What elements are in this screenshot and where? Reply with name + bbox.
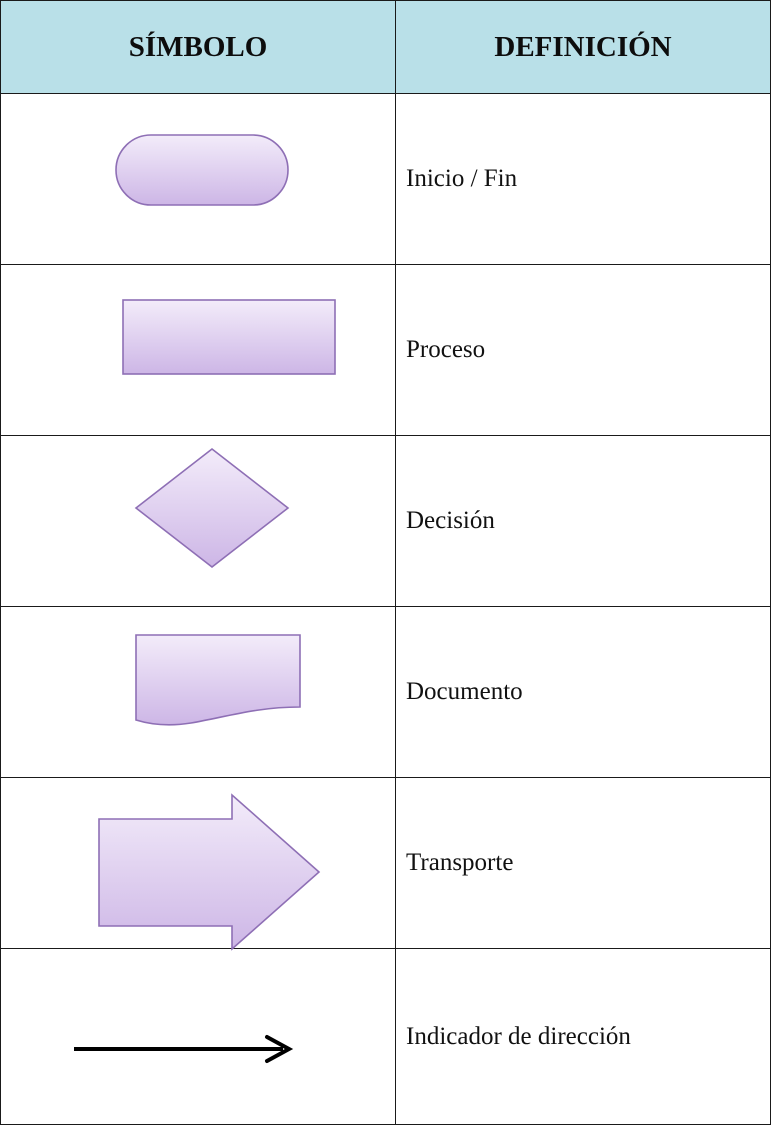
symbol-cell (1, 265, 396, 436)
table-row (1, 265, 771, 436)
process-rectangle-icon (1, 265, 396, 435)
definition-text: Documento (396, 607, 771, 778)
definition-text: Transporte (396, 778, 771, 949)
block-arrow-icon (1, 778, 396, 948)
header-symbol: SÍMBOLO (1, 1, 396, 94)
definition-text: Indicador de dirección (396, 949, 771, 1125)
definition-text: Decisión (396, 436, 771, 607)
symbol-cell (1, 436, 396, 607)
table-row (1, 607, 771, 778)
decision-diamond-icon (1, 436, 396, 606)
table-row (1, 94, 771, 265)
table-row (1, 949, 771, 1125)
symbol-cell (1, 778, 396, 949)
terminator-shape-icon (1, 94, 396, 264)
table-row (1, 778, 771, 949)
document-shape-icon (1, 607, 396, 777)
symbol-cell (1, 949, 396, 1125)
symbol-cell (1, 607, 396, 778)
definition-text: Inicio / Fin (396, 94, 771, 265)
table-row (1, 436, 771, 607)
direction-arrow-icon (1, 949, 396, 1124)
definition-text: Proceso (396, 265, 771, 436)
header-definition: DEFINICIÓN (396, 1, 771, 94)
table-header-row (1, 1, 771, 94)
symbol-cell (1, 94, 396, 265)
